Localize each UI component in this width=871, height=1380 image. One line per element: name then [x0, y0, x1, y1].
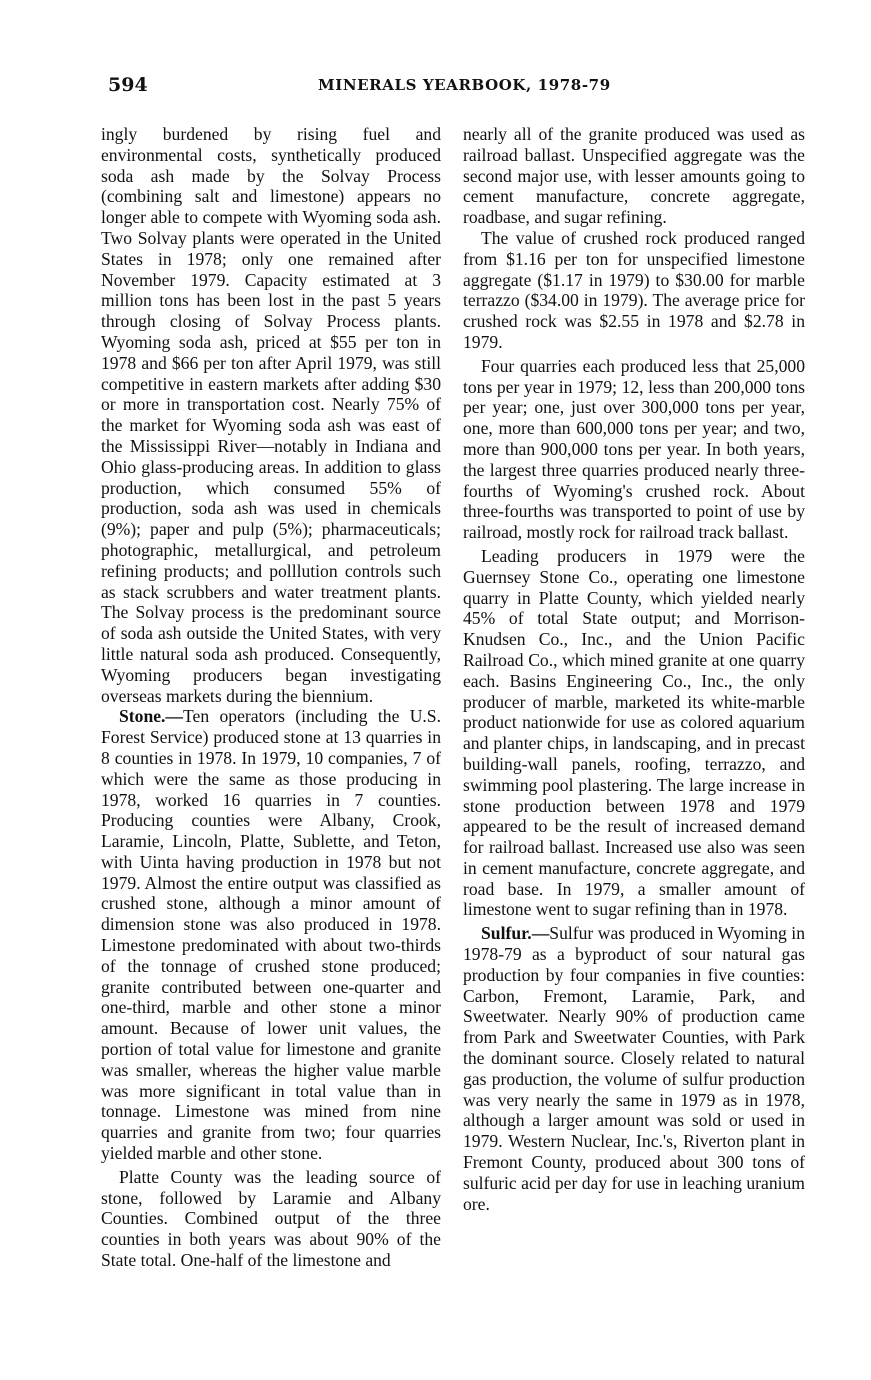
producers-paragraph: Leading producers in 1979 were the Guernsey Stone Co., operating one limestone quarry in Platte County, which yielded nearly 45% of total State output; and Morrison-Knudsen Co., Inc., and the Union Pacific Railroad Co., which mined granite at one quarry each. Basins Engineering Co., Inc., the only producer of marble, marketed its white-marble product nationwide for use as colored aquarium and planter chips, in landscaping, and in precast building-wall panels, roofing, terrazzo, and swimming pool plastering. The large increase in stone production between 1978 and 1979 appeared to be the result of increased demand for railroad ballast. Increased use also was seen in cement manufacture, concrete aggregate, and road base. In 1979, a smaller amount of limestone went to sugar refining than in 1978.: [463, 545, 805, 920]
soda-ash-paragraph: ingly burdened by rising fuel and environmental costs, synthetically produced soda ash made by the Solvay Process (combining salt and limestone) appears no longer able to compete with Wyoming soda ash. Two Solvay plants were operated in the United States in 1978; only one remained after November 1979. Capacity estimated at 3 million tons has been lost in the past 5 years through closing of Solvay Process plants. Wyoming soda ash, priced at $55 per ton in 1978 and $66 per ton after April 1979, was still competitive in eastern markets after adding $30 or more in transportation cost. Nearly 75% of the market for Wyoming soda ash was east of the Mississippi River—notably in Indiana and Ohio glass-producing areas. In addition to glass production, which consumed 55% of production, soda ash was used in chemicals (9%); paper and pulp (5%); pharmaceuticals; photographic, metallurgical, and petroleum refining products; and polllution controls such as stack scrubbers and water treatment plants. The Solvay process is the predominant source of soda ash outside the United States, with very little natural soda ash produced. Consequently, Wyoming producers began investigating overseas markets during the biennium.: [101, 124, 441, 706]
platte-county-paragraph: Platte County was the leading source of stone, followed by Laramie and Albany Counties. Combined output of the three counties in both years was about 90% of the State total. One-half of the limestone and: [101, 1166, 441, 1271]
running-title: MINERALS YEARBOOK, 1978-79: [318, 76, 611, 94]
quarries-paragraph: Four quarries each produced less that 25,000 tons per year in 1979; 12, less than 200,000 tons per year; one, just over 300,000 tons per year, one, more than 600,000 tons per year; and two, more than 900,000 tons per year. In both years, the largest three quarries produced nearly three-fourths of Wyoming's crushed rock. About three-fourths was transported to point of use by railroad, mostly rock for railroad track ballast.: [463, 355, 805, 543]
page-header: [108, 74, 808, 104]
sulfur-paragraph: [463, 923, 805, 1214]
page-number: 594: [108, 74, 148, 96]
right-column: [463, 124, 805, 1214]
left-column: [101, 124, 441, 1271]
ballast-paragraph: nearly all of the granite produced was used as railroad ballast. Unspecified aggregate was the second major use, with lesser amounts going to cement manufacture, concrete aggregate, roadbase, and sugar refining.: [463, 124, 805, 228]
sulfur-paragraph-text: Sulfur was produced in Wyoming in 1978-79 as a byproduct of sour natural gas production by four companies in five counties: Carbon, Fremont, Laramie, Park, and Sweetwater. Nearly 90% of production came from Park and Sweetwater Counties, with Park the dominant source. Closely related to natural gas production, the volume of sulfur production was very nearly the same in 1979 as in 1978, although a larger amount was sold or used in 1979. Western Nuclear, Inc.'s, Riverton plant in Fremont County, produced about 300 tons of sulfuric acid per day for use in leaching uranium ore.: [463, 923, 805, 1214]
value-paragraph: The value of crushed rock produced ranged from $1.16 per ton for unspecified limestone aggregate ($1.17 in 1979) to $30.00 for marble terrazzo ($34.00 in 1979). The average price for crushed rock was $2.55 in 1978 and $2.78 in 1979.: [463, 227, 805, 352]
stone-heading: Stone.—: [119, 706, 184, 727]
stone-paragraph: [101, 706, 441, 1164]
sulfur-heading: Sulfur.—: [481, 923, 550, 944]
stone-paragraph-text: Ten operators (including the U.S. Forest Service) produced stone at 13 quarries in 8 counties in 1978. In 1979, 10 companies, 7 of which were the same as those producing in 1978, worked 16 quarries in 7 counties. Producing counties were Albany, Crook, Laramie, Lincoln, Platte, Sublette, and Teton, with Uinta having production in 1978 but not 1979. Almost the entire output was classified as crushed stone, although a minor amount of dimension stone was also produced in 1978. Limestone predominated with about two-thirds of the tonnage of crushed stone produced; granite contributed between one-quarter and one-third, marble and other stone a minor amount. Because of lower unit values, the portion of total value for limestone and granite was smaller, whereas the higher value marble was more significant in total value than in tonnage. Limestone was mined from nine quarries and granite from two; four quarries yielded marble and other stone.: [101, 706, 441, 1164]
